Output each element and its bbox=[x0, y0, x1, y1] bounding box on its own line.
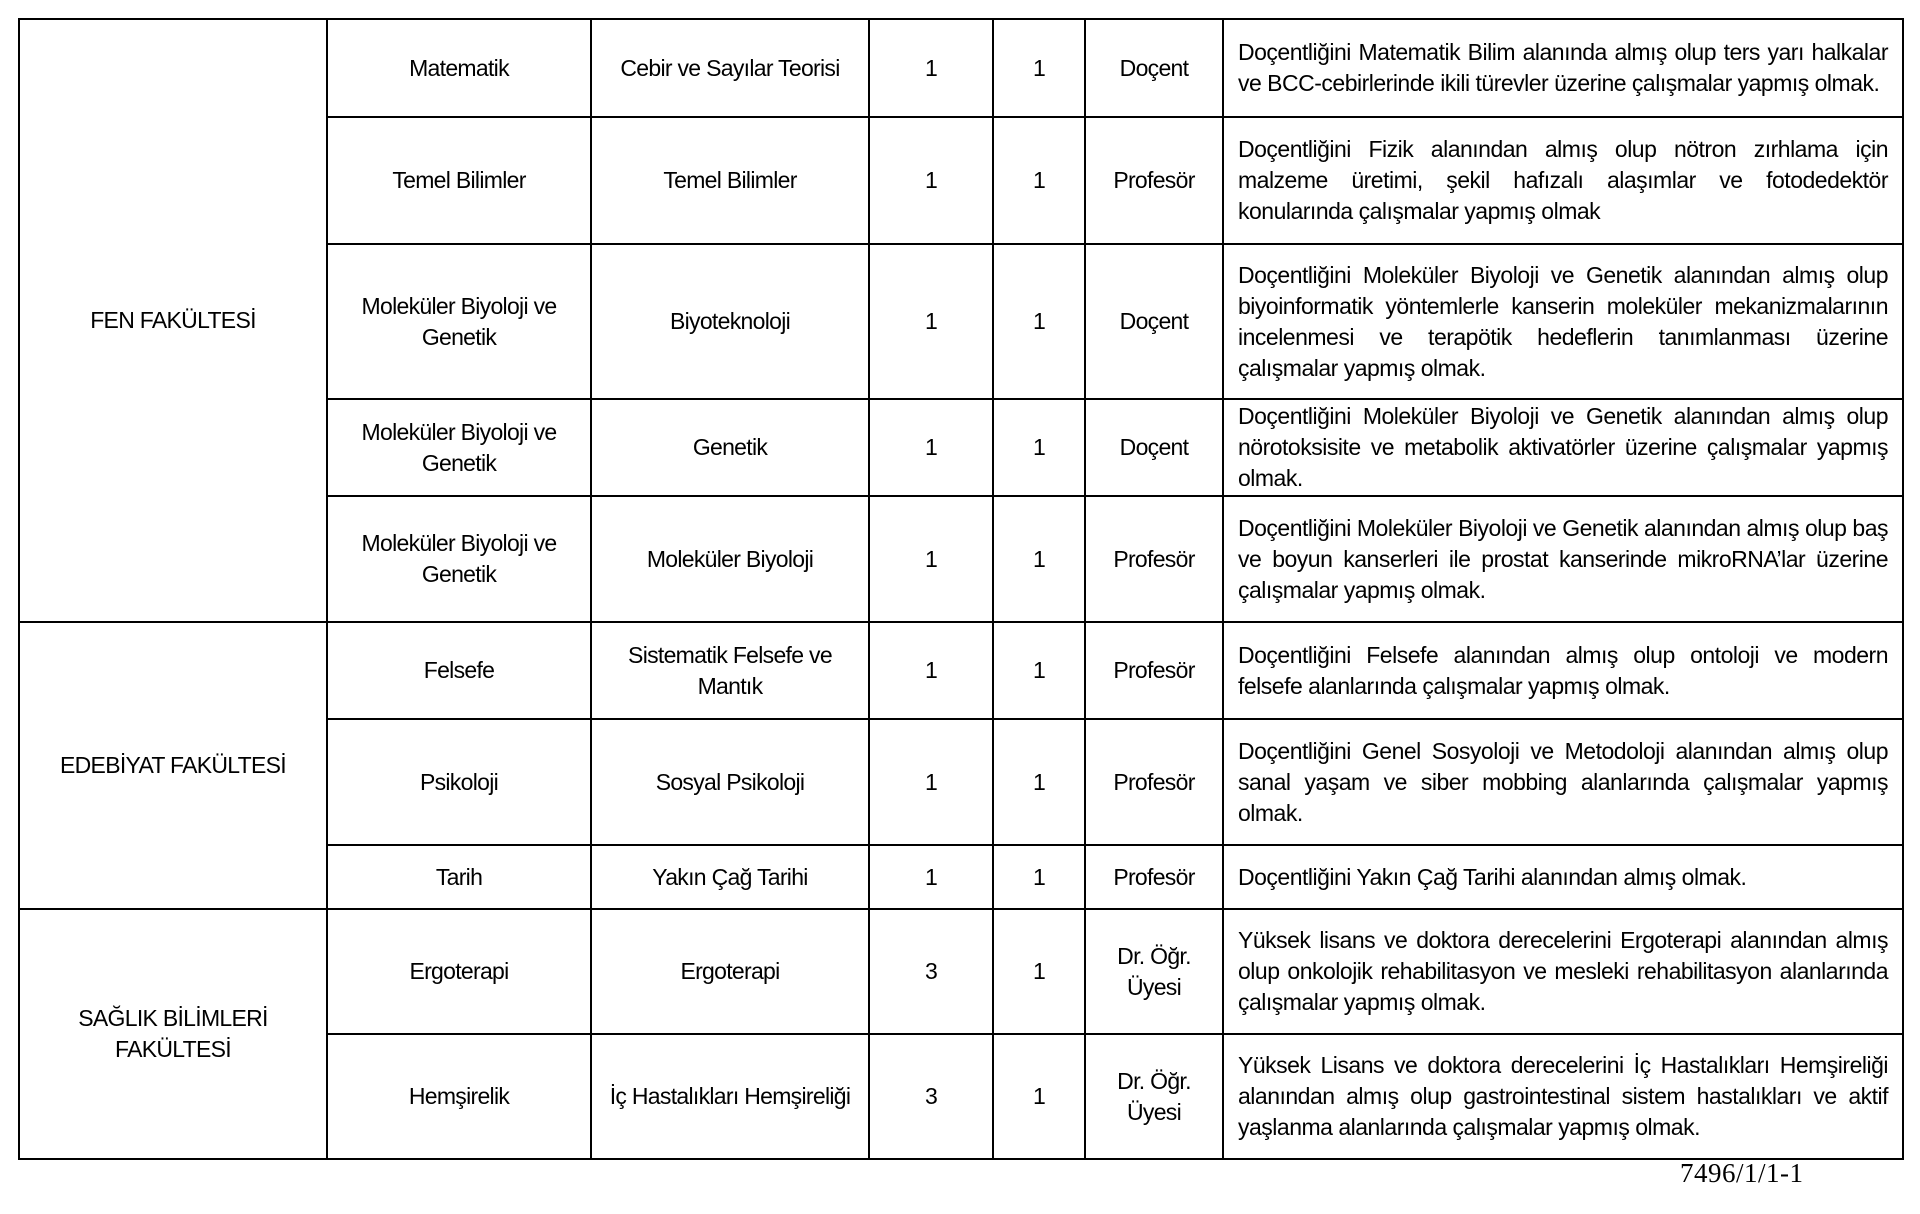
department-cell: Psikoloji bbox=[327, 719, 591, 845]
department-cell: Moleküler Biyoloji ve Genetik bbox=[327, 496, 591, 622]
description-cell: Yüksek Lisans ve doktora derecelerini İç Hastalıkları Hemşireliği alanından almış olup gastrointestinal sistem hastalıkları ve aktif yaşlanma alanlarında çalışmalar yapmış olmak. bbox=[1223, 1034, 1903, 1159]
description-cell: Doçentliğini Matematik Bilim alanında almış olup ters yarı halkalar ve BCC-cebirlerinde ikili türevler üzerine çalışmalar yapmış olmak. bbox=[1223, 19, 1903, 117]
description-cell: Yüksek lisans ve doktora derecelerini Ergoterapi alanından almış olup onkolojik rehabilitasyon ve mesleki rehabilitasyon alanlarında çalışmalar yapmış olmak. bbox=[1223, 909, 1903, 1034]
title-cell: Doçent bbox=[1085, 399, 1223, 496]
subdepartment-cell: Biyoteknoloji bbox=[591, 244, 869, 399]
count-cell: 1 bbox=[993, 19, 1085, 117]
title-cell: Profesör bbox=[1085, 719, 1223, 845]
department-cell: Tarih bbox=[327, 845, 591, 909]
subdepartment-cell: Genetik bbox=[591, 399, 869, 496]
staff-degree-cell: 1 bbox=[869, 244, 993, 399]
title-cell: Doçent bbox=[1085, 19, 1223, 117]
staff-degree-cell: 3 bbox=[869, 1034, 993, 1159]
table-row bbox=[19, 19, 1903, 117]
description-cell: Doçentliğini Felsefe alanından almış olup ontoloji ve modern felsefe alanlarında çalışmalar yapmış olmak. bbox=[1223, 622, 1903, 719]
title-cell: Dr. Öğr. Üyesi bbox=[1085, 909, 1223, 1034]
staff-degree-cell: 1 bbox=[869, 117, 993, 244]
department-cell: Matematik bbox=[327, 19, 591, 117]
staff-degree-cell: 1 bbox=[869, 19, 993, 117]
subdepartment-cell: Yakın Çağ Tarihi bbox=[591, 845, 869, 909]
count-cell: 1 bbox=[993, 1034, 1085, 1159]
description-cell: Doçentliğini Moleküler Biyoloji ve Genetik alanından almış olup biyoinformatik yöntemlerle kanserin moleküler mekanizmalarının incelenmesi ve terapötik hedeflerin tanımlanması üzerine çalışmalar yapmış olmak. bbox=[1223, 244, 1903, 399]
subdepartment-cell: Moleküler Biyoloji bbox=[591, 496, 869, 622]
count-cell: 1 bbox=[993, 244, 1085, 399]
subdepartment-cell: Sosyal Psikoloji bbox=[591, 719, 869, 845]
count-cell: 1 bbox=[993, 399, 1085, 496]
staff-degree-cell: 1 bbox=[869, 719, 993, 845]
title-cell: Dr. Öğr. Üyesi bbox=[1085, 1034, 1223, 1159]
document-reference-number: 7496/1/1-1 bbox=[1680, 1158, 1804, 1188]
table-row bbox=[19, 622, 1903, 719]
table-row bbox=[19, 909, 1903, 1034]
department-cell: Hemşirelik bbox=[327, 1034, 591, 1159]
staff-degree-cell: 1 bbox=[869, 622, 993, 719]
description-cell: Doçentliğini Genel Sosyoloji ve Metodoloji alanından almış olup sanal yaşam ve siber mobbing alanlarında çalışmalar yapmış olmak. bbox=[1223, 719, 1903, 845]
faculty-name: EDEBİYAT FAKÜLTESİ bbox=[19, 622, 327, 909]
count-cell: 1 bbox=[993, 719, 1085, 845]
title-cell: Profesör bbox=[1085, 845, 1223, 909]
department-cell: Moleküler Biyoloji ve Genetik bbox=[327, 244, 591, 399]
description-cell: Doçentliğini Yakın Çağ Tarihi alanından almış olmak. bbox=[1223, 845, 1903, 909]
staff-degree-cell: 1 bbox=[869, 399, 993, 496]
title-cell: Profesör bbox=[1085, 117, 1223, 244]
faculty-positions-table bbox=[18, 18, 1904, 1160]
title-cell: Profesör bbox=[1085, 622, 1223, 719]
count-cell: 1 bbox=[993, 496, 1085, 622]
department-cell: Ergoterapi bbox=[327, 909, 591, 1034]
department-cell: Felsefe bbox=[327, 622, 591, 719]
description-cell: Doçentliğini Moleküler Biyoloji ve Genetik alanından almış olup nörotoksisite ve metabolik aktivatörler üzerine çalışmalar yapmış olmak. bbox=[1223, 399, 1903, 496]
count-cell: 1 bbox=[993, 622, 1085, 719]
count-cell: 1 bbox=[993, 117, 1085, 244]
subdepartment-cell: Cebir ve Sayılar Teorisi bbox=[591, 19, 869, 117]
staff-degree-cell: 1 bbox=[869, 496, 993, 622]
department-cell: Temel Bilimler bbox=[327, 117, 591, 244]
title-cell: Doçent bbox=[1085, 244, 1223, 399]
description-cell: Doçentliğini Fizik alanından almış olup nötron zırhlama için malzeme üretimi, şekil hafızalı alaşımlar ve fotodedektör konularında çalışmalar yapmış olmak bbox=[1223, 117, 1903, 244]
count-cell: 1 bbox=[993, 909, 1085, 1034]
subdepartment-cell: İç Hastalıkları Hemşireliği bbox=[591, 1034, 869, 1159]
subdepartment-cell: Temel Bilimler bbox=[591, 117, 869, 244]
subdepartment-cell: Sistematik Felsefe ve Mantık bbox=[591, 622, 869, 719]
title-cell: Profesör bbox=[1085, 496, 1223, 622]
faculty-name: FEN FAKÜLTESİ bbox=[19, 19, 327, 622]
department-cell: Moleküler Biyoloji ve Genetik bbox=[327, 399, 591, 496]
staff-degree-cell: 3 bbox=[869, 909, 993, 1034]
subdepartment-cell: Ergoterapi bbox=[591, 909, 869, 1034]
description-cell: Doçentliğini Moleküler Biyoloji ve Genetik alanından almış olup baş ve boyun kanserleri ile prostat kanserinde mikroRNA’lar üzerine çalışmalar yapmış olmak. bbox=[1223, 496, 1903, 622]
count-cell: 1 bbox=[993, 845, 1085, 909]
staff-degree-cell: 1 bbox=[869, 845, 993, 909]
faculty-name: SAĞLIK BİLİMLERİ FAKÜLTESİ bbox=[19, 909, 327, 1159]
